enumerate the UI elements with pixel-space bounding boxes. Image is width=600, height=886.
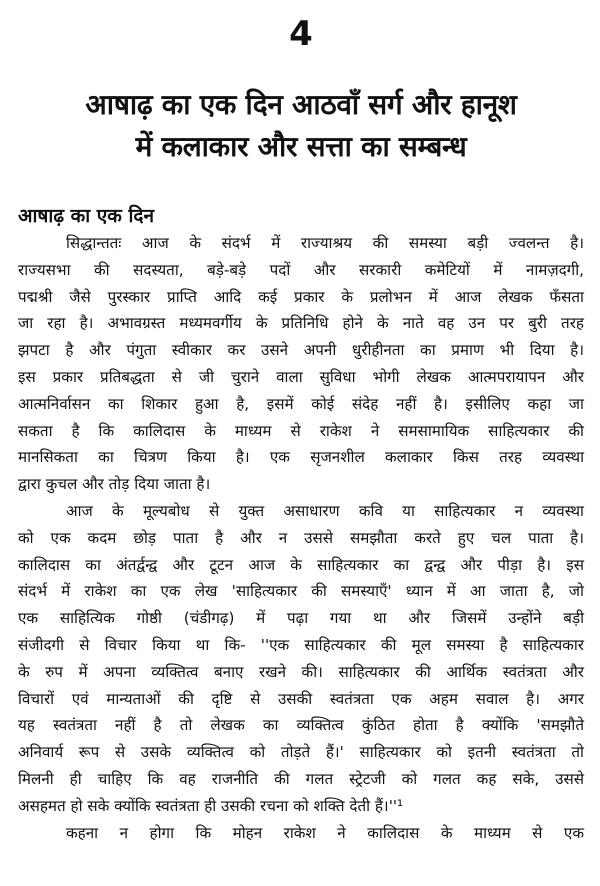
text-line: मानसिकता का चित्रण किया है। एक सृजनशील कलाकार किस तरह व्यवस्था	[18, 448, 584, 467]
text-line: कहना न होगा कि मोहन राकेश ने कालिदास के माध्यम से एक	[66, 823, 584, 842]
chapter-title	[18, 84, 584, 168]
text-line: इस प्रकार प्रतिबद्धता से जी चुराने वाला सुविधा भोगी लेखक आत्मपरायापन और	[18, 367, 584, 386]
paragraph-2	[18, 498, 584, 820]
book-page	[18, 0, 584, 886]
section-heading: आषाढ़ का एक दिन	[18, 205, 155, 227]
text-line: यह स्वतंत्रता नहीं है तो लेखक का व्यक्तित्व कुंठित होता है क्योंकि 'समझौते	[18, 716, 584, 735]
text-line: संजीदगी से विचार किया था कि- ''एक साहित्यकार की मूल समस्या है साहित्यकार	[18, 635, 584, 654]
text-line: अनिवार्य रूप से उसके व्यक्तित्व को तोड़ते हैं।' साहित्यकार को इतनी स्वतंत्रता तो	[18, 743, 584, 762]
text-line: असहमत हो सके क्योंकि स्वतंत्रता ही उसकी रचना को शक्ति देती हैं।''¹	[18, 796, 404, 815]
paragraph-3	[18, 820, 584, 847]
text-line: द्वारा कुचल और तोड़ दिया जाता है।	[18, 475, 211, 494]
text-line: जा रहा है। अभावग्रस्त मध्यमवर्गीय के प्रतिनिधि होने के नाते वह उन पर बुरी तरह	[18, 314, 584, 333]
text-line: मिलनी ही चाहिए कि वह राजनीति की गलत स्ट्रेटजी को गलत कह सके, उससे	[18, 769, 584, 788]
text-line: विचारों एवं मान्यताओं की दृष्टि से उसकी स्वतंत्रता एक अहम सवाल है। अगर	[18, 689, 584, 708]
text-line: कालिदास का अंतर्द्वन्द्व और टूटन आज के साहित्यकार का द्वन्द्व और पीड़ा है। इस	[18, 555, 584, 574]
text-line: पद्मश्री जैसे पुरस्कार प्राप्ति आदि कई प्रकार के प्रलोभन में आज लेखक फँसता	[18, 287, 584, 306]
text-line: को एक कदम छोड़ पाता है और न उससे समझौता करते हुए चल पाता है।	[18, 528, 584, 547]
text-line: संदर्भ में राकेश का एक लेख 'साहित्यकार की समस्याएँ' ध्यान में आ जाता है, जो	[18, 582, 584, 601]
text-line: सिद्धान्ततः आज के संदर्भ में राज्याश्रय की समस्या बड़ी ज्वलन्त है।	[66, 234, 584, 252]
text-line: सकता है कि कालिदास के माध्यम से राकेश ने समसामायिक साहित्यकार की	[18, 421, 584, 440]
chapter-title-line: में कलाकार और सत्ता का सम्बन्ध	[135, 130, 467, 163]
paragraph-1	[18, 230, 584, 498]
chapter-title-line: आषाढ़ का एक दिन आठवाँ सर्ग और हानूश	[85, 88, 517, 121]
text-line: झपटा है और पंगुता स्वीकार कर उसने अपनी धुरीहीनता का प्रमाण भी दिया है।	[18, 341, 584, 360]
text-line: राज्यसभा की सदस्यता, बड़े-बड़े पदों और सरकारी कमेटियों में नामज़दगी,	[18, 260, 584, 279]
text-line: आज के मूल्यबोध से युक्त असाधारण कवि या साहित्यकार न व्यवस्था	[66, 501, 584, 520]
text-line: एक साहित्यिक गोष्ठी (चंडीगढ़) में पढ़ा गया था और जिसमें उन्होंने बड़ी	[18, 609, 584, 628]
text-line: के रुप में अपना व्यक्तित्व बनाए रखने की। साहित्यकार की आर्थिक स्वतंत्रता और	[18, 662, 584, 681]
chapter-number: 4	[289, 14, 313, 54]
text-line: आत्मनिर्वासन का शिकार हुआ है, इसमें कोई संदेह नहीं है। इसीलिए कहा जा	[18, 394, 584, 413]
